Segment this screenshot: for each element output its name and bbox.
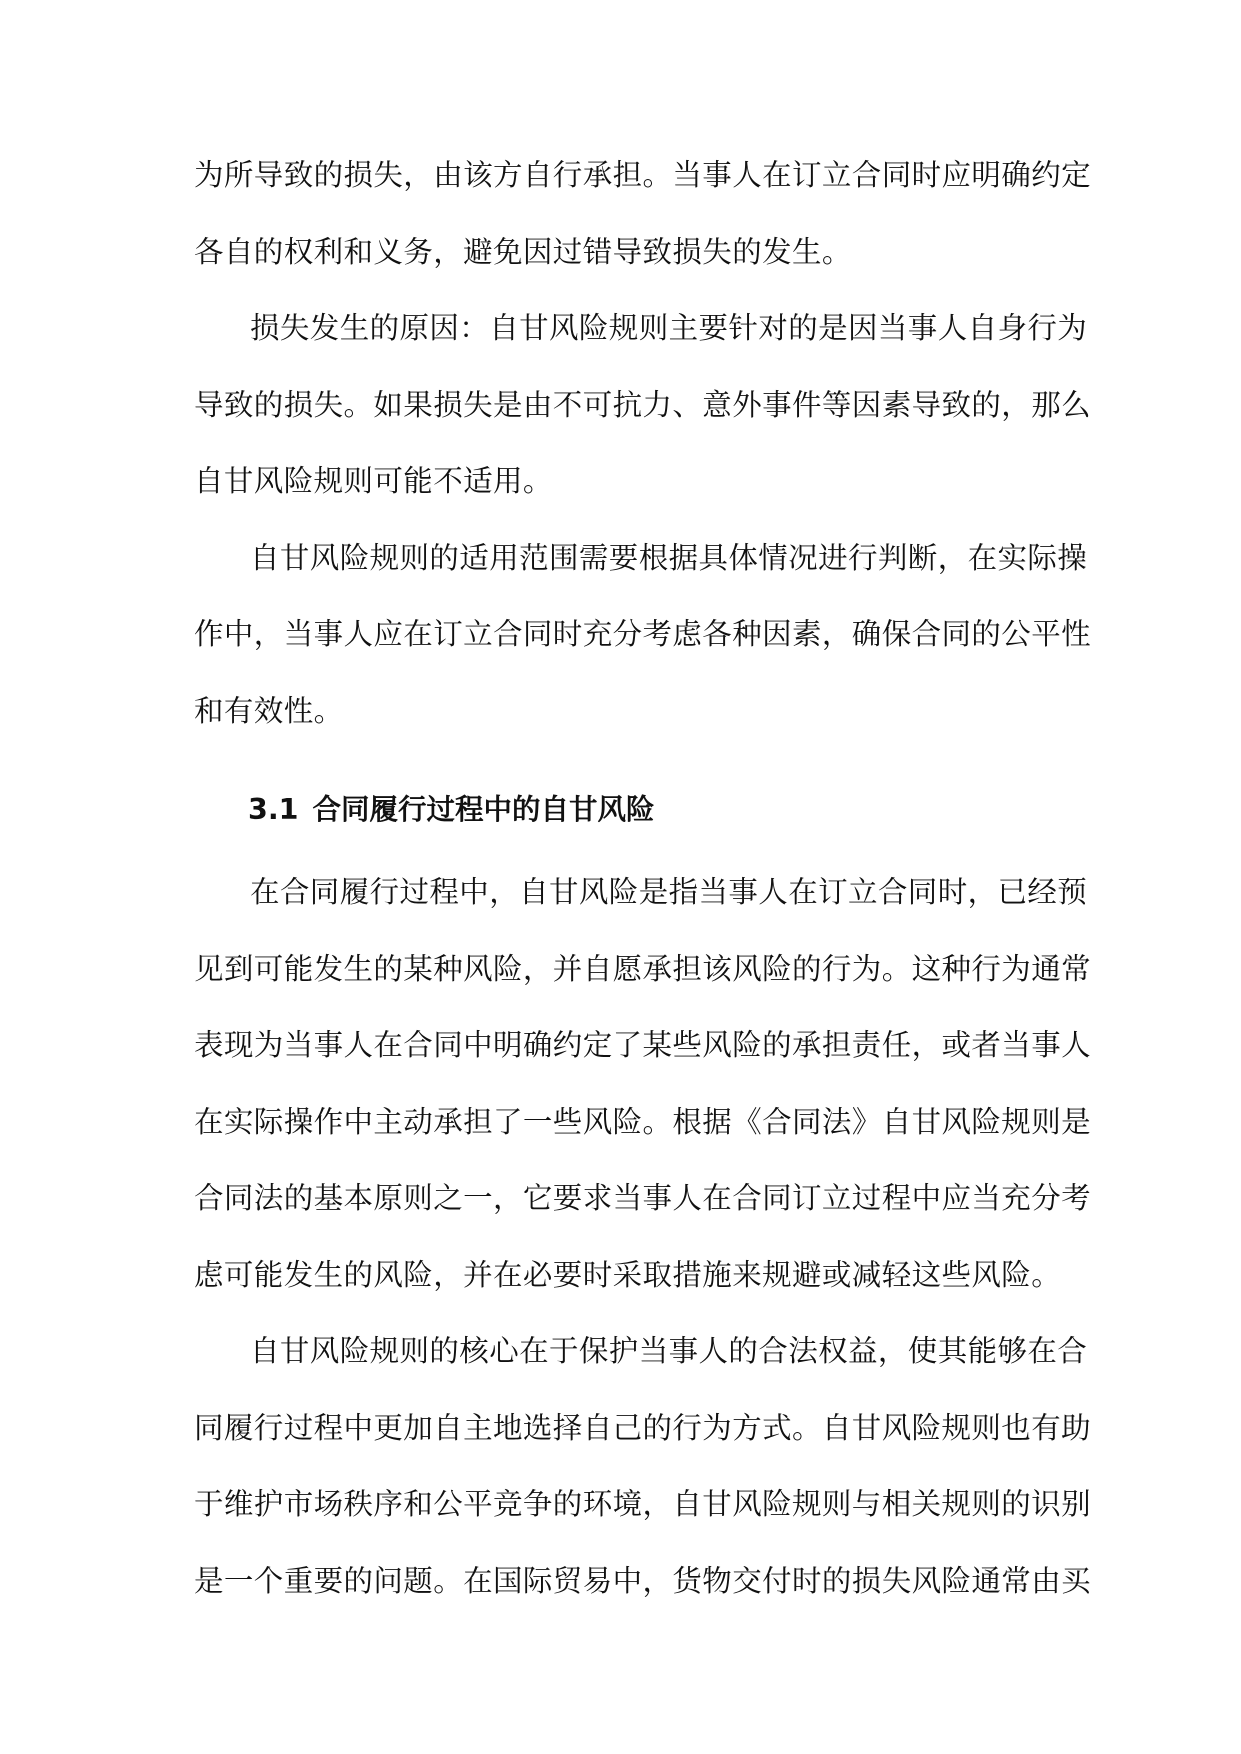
text-line: 作中，当事人应在订立合同时充分考虑各种因素，确保合同的公平性 bbox=[194, 617, 1092, 651]
text-line: 损失发生的原因：自甘风险规则主要针对的是因当事人自身行为 bbox=[250, 311, 1088, 345]
text-line: 为所导致的损失，由该方自行承担。当事人在订立合同时应明确约定 bbox=[194, 158, 1092, 192]
text-line: 自甘风险规则的核心在于保护当事人的合法权益，使其能够在合 bbox=[250, 1334, 1088, 1368]
text-line: 在实际操作中主动承担了一些风险。根据《合同法》自甘风险规则是 bbox=[194, 1104, 1092, 1139]
text-line: 同履行过程中更加自主地选择自己的行为方式。自甘风险规则也有助 bbox=[194, 1410, 1092, 1445]
text-line: 合同法的基本原则之一，它要求当事人在合同订立过程中应当充分考 bbox=[194, 1181, 1092, 1215]
text-line: 是一个重要的问题。在国际贸易中，货物交付时的损失风险通常由买 bbox=[194, 1563, 1092, 1598]
text-line: 表现为当事人在合同中明确约定了某些风险的承担责任，或者当事人 bbox=[194, 1028, 1092, 1062]
section-title: 合同履行过程中的自甘风险 bbox=[312, 793, 655, 826]
text-line: 各自的权利和义务，避免因过错导致损失的发生。 bbox=[194, 234, 852, 269]
text-line: 自甘风险规则可能不适用。 bbox=[194, 464, 553, 498]
text-line: 自甘风险规则的适用范围需要根据具体情况进行判断，在实际操 bbox=[250, 540, 1088, 575]
paragraph-block-1 bbox=[194, 137, 1092, 749]
text-line: 于维护市场秩序和公平竞争的环境，自甘风险规则与相关规则的识别 bbox=[194, 1487, 1092, 1521]
section-number: 3.1 bbox=[248, 793, 299, 826]
text-line: 在合同履行过程中，自甘风险是指当事人在订立合同时，已经预 bbox=[250, 875, 1088, 909]
text-line: 虑可能发生的风险，并在必要时采取措施来规避或减轻这些风险。 bbox=[194, 1257, 1062, 1292]
text-line: 导致的损失。如果损失是由不可抗力、意外事件等因素导致的，那么 bbox=[194, 387, 1092, 422]
text-line: 见到可能发生的某种风险，并自愿承担该风险的行为。这种行为通常 bbox=[194, 951, 1092, 986]
paragraph-block-2 bbox=[194, 854, 1092, 1619]
section-heading bbox=[248, 780, 655, 840]
text-line: 和有效性。 bbox=[194, 693, 344, 728]
